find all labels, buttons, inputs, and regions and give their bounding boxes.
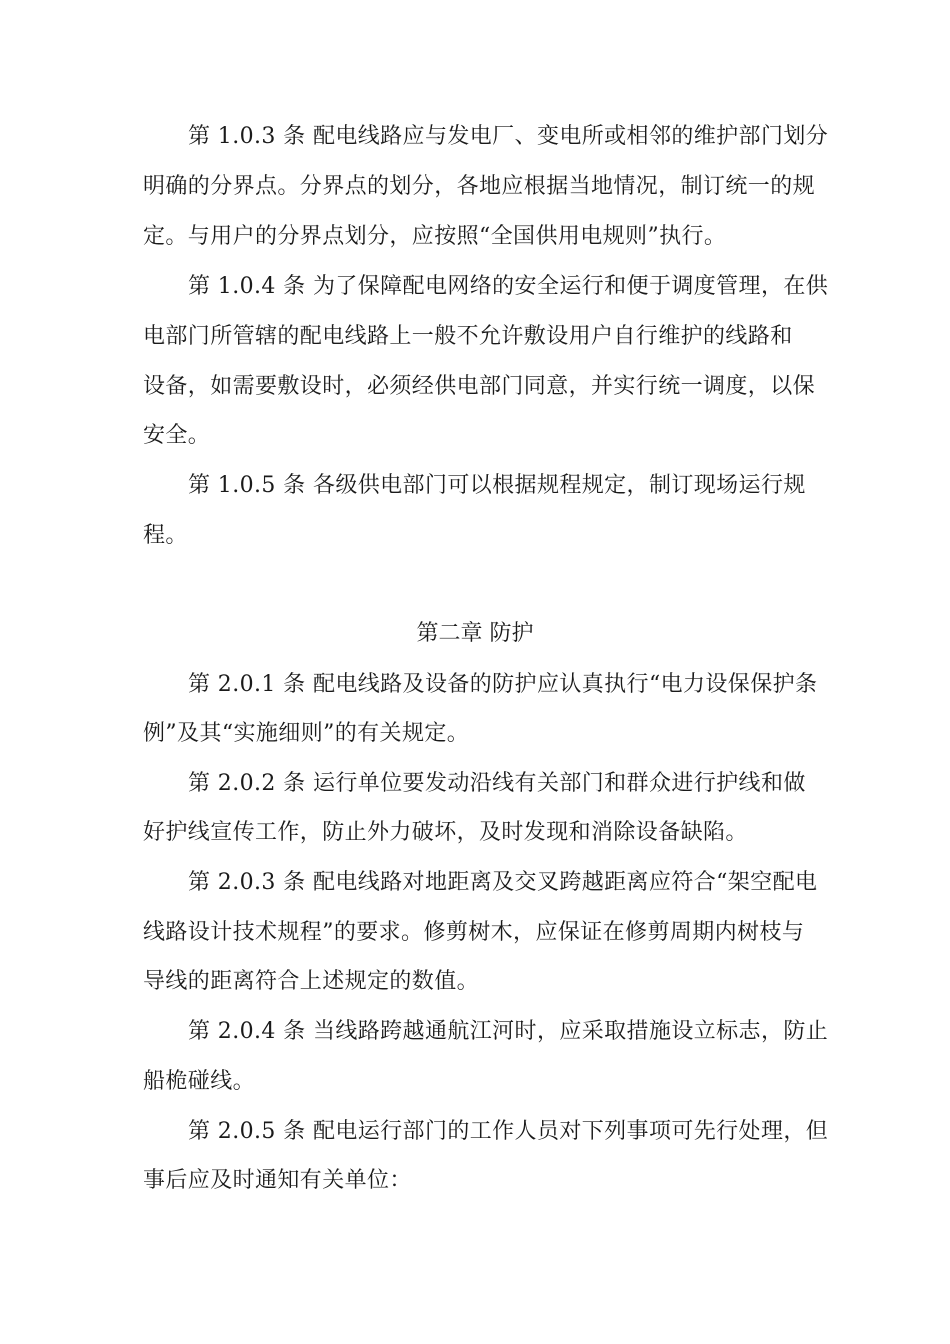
text-line: 例”及其“实施细则”的有关规定。 [143,721,470,746]
text-line: 第 2.0.5 条 配电运行部门的工作人员对下列事项可先行处理，但 [188,1119,829,1144]
text-line: 第 2.0.4 条 当线路跨越通航江河时，应采取措施设立标志，防止 [188,1019,829,1044]
text-line: 程。 [143,523,188,548]
text-line: 导线的距离符合上述规定的数值。 [143,969,480,994]
text-line: 安全。 [143,423,211,448]
text-line: 电部门所管辖的配电线路上一般不允许敷设用户自行维护的线路和 [143,324,793,349]
text-line: 线路设计技术规程”的要求。修剪树木，应保证在修剪周期内树枝与 [143,920,805,945]
text-line: 第 2.0.1 条 配电线路及设备的防护应认真执行“电力设保保护条 [188,672,818,697]
text-line: 第 1.0.5 条 各级供电部门可以根据规程规定，制订现场运行规 [188,473,806,498]
text-line: 第 2.0.3 条 配电线路对地距离及交叉跨越距离应符合“架空配电 [188,870,818,895]
text-line: 定。与用户的分界点划分，应按照“全国供用电规则”执行。 [143,224,727,249]
text-line: 第 2.0.2 条 运行单位要发动沿线有关部门和群众进行护线和做 [188,771,806,796]
text-line: 明确的分界点。分界点的划分，各地应根据当地情况，制订统一的规 [143,174,816,199]
text-line: 好护线宣传工作，防止外力破坏，及时发现和消除设备缺陷。 [143,820,748,845]
text-line: 第 1.0.3 条 配电线路应与发电厂、变电所或相邻的维护部门划分 [188,124,829,149]
text-line: 设备，如需要敷设时，必须经供电部门同意，并实行统一调度，以保 [143,374,816,399]
text-line: 船桅碰线。 [143,1069,256,1094]
chapter-heading: 第二章 防护 [416,621,534,646]
text-line: 第 1.0.4 条 为了保障配电网络的安全运行和便于调度管理，在供 [188,274,829,299]
text-line: 事后应及时通知有关单位： [143,1168,412,1193]
